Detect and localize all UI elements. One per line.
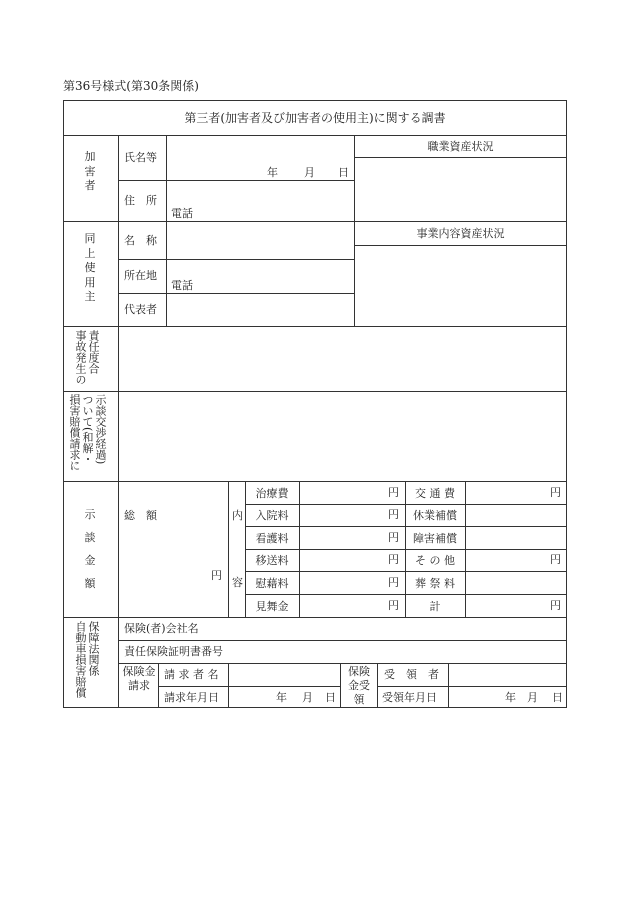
form-number: 第36号様式(第30条関係) <box>63 79 199 93</box>
vrule-label-upper <box>118 135 119 326</box>
rule-perp-status <box>354 157 567 158</box>
claim-label: 保険金請求 <box>122 665 156 692</box>
yen-left-1: 円 <box>388 486 399 499</box>
form-title: 第三者(加害者及び加害者の使用主)に関する調書 <box>184 111 446 125</box>
rule-emp-end <box>63 326 567 327</box>
receipt-date-label: 受領年月日 <box>382 691 437 704</box>
item-total: 計 <box>429 599 441 613</box>
total-label: 総 額 <box>124 509 157 522</box>
rule-settlement-end <box>63 617 567 618</box>
yen-right-1: 円 <box>550 486 561 499</box>
occupation-assets-header: 職業資産状況 <box>427 140 494 153</box>
breakdown-label-1: 内 <box>232 509 243 522</box>
rule-ins-3b <box>377 686 567 687</box>
negotiation-label-col3: 示談交渉経過) <box>94 394 107 465</box>
vrule-receipt-lbl <box>377 663 378 708</box>
phone-label: 電話 <box>171 207 193 220</box>
item-transfer: 移送料 <box>255 554 289 567</box>
representative-label: 代表者 <box>124 303 157 316</box>
rule-emp-name <box>118 259 354 260</box>
yen-right-6: 円 <box>550 599 561 612</box>
yen-left-5: 円 <box>388 576 399 589</box>
breakdown-label-2: 容 <box>232 576 243 589</box>
receipt-label: 保険金受領 <box>348 665 370 706</box>
vrule-claim-val <box>228 663 229 708</box>
yen-right-4: 円 <box>550 553 561 566</box>
insurer-name-label: 保険(者)会社名 <box>124 622 199 635</box>
insurance-label-col1: 自動車損害賠償 <box>74 621 87 698</box>
certificate-number-label: 責任保険証明書番号 <box>124 645 223 658</box>
item-treatment: 治療費 <box>255 486 289 500</box>
item-leave-comp: 休業補償 <box>413 509 457 522</box>
negotiation-label-col2: ついて(和解・ <box>81 394 94 465</box>
vrule-claim <box>158 663 159 708</box>
perpetrator-label: 加害者 <box>84 150 96 192</box>
name-label: 氏名等 <box>124 151 157 164</box>
rule-accident-end <box>63 391 567 392</box>
claim-date-day: 日 <box>325 691 336 704</box>
employer-name-label: 名 称 <box>124 234 157 247</box>
item-hospital: 入院料 <box>255 509 289 522</box>
yen-left-3: 円 <box>388 531 399 544</box>
rule-negotiation-end <box>63 481 567 482</box>
claim-date-year: 年 <box>276 691 287 704</box>
yen-left-2: 円 <box>388 508 399 521</box>
vrule-total <box>228 481 229 617</box>
accident-label-col2: 責任度合 <box>87 330 100 374</box>
employer-label: 同上使用主 <box>84 232 96 303</box>
receipt-date-year: 年 <box>505 691 516 704</box>
item-funeral: 葬 祭 料 <box>415 576 455 590</box>
vrule-label-lower <box>118 326 119 708</box>
rule-perp-name <box>118 180 354 181</box>
accident-label-col1: 事故発生の <box>74 330 87 385</box>
claim-date-month: 月 <box>302 691 313 704</box>
settlement-label: 示談金額 <box>84 508 96 590</box>
item-solatium: 慰藉料 <box>255 576 289 590</box>
vrule-item-left <box>299 481 300 617</box>
receipt-date-month: 月 <box>527 691 538 704</box>
date-month: 月 <box>304 166 315 179</box>
item-transport: 交 通 費 <box>415 486 455 500</box>
rule-emp-loc <box>118 293 354 294</box>
negotiation-label-col1: 損害賠償請求に <box>68 394 81 471</box>
vrule-receipt <box>340 663 341 708</box>
claimant-label: 請 求 者 名 <box>164 668 219 681</box>
insurance-label-col2: 保障法関係 <box>87 621 100 676</box>
location-label: 所在地 <box>124 269 157 282</box>
receiver-label: 受 領 者 <box>384 668 439 681</box>
yen-left-6: 円 <box>388 599 399 612</box>
vrule-item-right-val <box>465 481 466 617</box>
vrule-receipt-val <box>448 663 449 708</box>
claim-date-label: 請求年月日 <box>164 691 219 704</box>
employer-phone-label: 電話 <box>171 279 193 292</box>
item-disability-comp: 障害補償 <box>413 531 457 545</box>
business-assets-header: 事業内容資産状況 <box>416 227 505 240</box>
rule-ins-2 <box>118 663 567 664</box>
date-year: 年 <box>267 166 278 179</box>
total-yen: 円 <box>211 569 222 582</box>
receipt-date-day: 日 <box>552 691 563 704</box>
item-other: そ の 他 <box>415 554 455 567</box>
vrule-field-labels <box>166 135 167 326</box>
yen-left-4: 円 <box>388 553 399 566</box>
rule-ins-3a <box>158 686 340 687</box>
rule-emp-status <box>354 245 567 246</box>
rule-ins-1 <box>118 640 567 641</box>
address-label: 住 所 <box>124 194 157 207</box>
date-day: 日 <box>338 166 349 179</box>
item-nursing: 看護料 <box>255 531 289 545</box>
item-sympathy: 見舞金 <box>255 599 289 613</box>
